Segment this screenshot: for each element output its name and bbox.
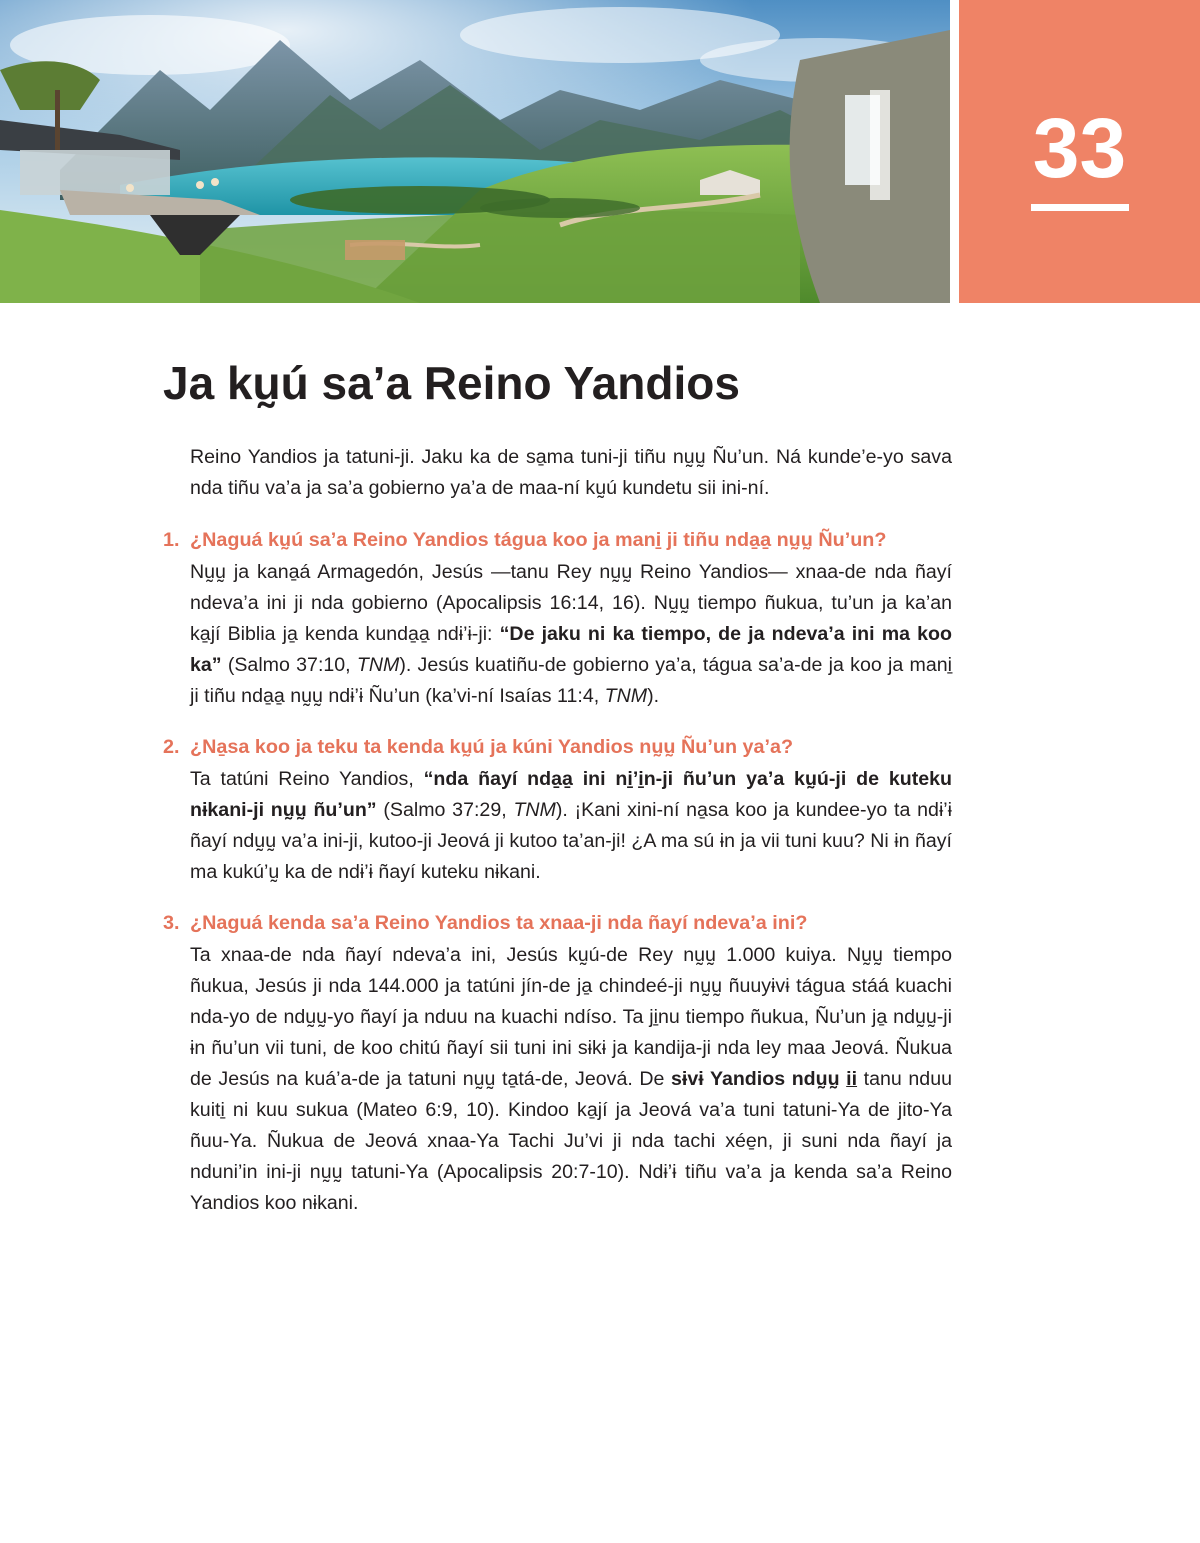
hero-landscape-image (0, 0, 950, 303)
answer-text-segment: (Salmo 37:10, (221, 654, 357, 676)
answer-text-segment: ii (846, 1068, 858, 1090)
page-title: Ja kṵú sa’a Reino Yandios (163, 357, 740, 409)
answer-text-segment: ). ¡Kani xini-ní na̱sa koo ja kundee-yo ta ndɨ’ɨ ñayí ndṵṵ va’a ini-ji, kutoo-ji Jeová ji kutoo ta’an-ji! ¿A ma sú ɨn ja vii tuni kuu? Ni ɨn ñayí ma kukú’ṵ ka de ndɨ’ɨ ñayí kuteku nɨkani. (190, 799, 952, 883)
answer-text-segment: tanu nduu kuiti̱ ni kuu sukua (Mateo 6:9, 10). Kindoo ka̱jí ja Jeová va’a tuni tatuni-Ya de jito-Ya ñuu-Ya. Ñukua de Jeová xnaa-Ya Tachi Ju’vi ji nda tachi xée̱n, ji suni nda ñayí ja nduni’in ini-ji nṵṵ tatuni-Ya (Apocalipsis 20:7-10). Ndɨ’ɨ tiñu va’a ja kenda sa’a Reino Yandios koo nɨkani. (190, 1068, 952, 1214)
answer-text-segment: TNM (356, 654, 400, 676)
question-number: 1. (163, 529, 180, 551)
question-1 (163, 525, 952, 555)
question-3 (163, 908, 952, 938)
question-2 (163, 732, 952, 762)
answer-text-segment: ). Jesús kuatiñu-de gobierno ya’a, tágua sa’a-de ja koo ja mani̱ ji tiñu nda̱a̱ nṵṵ ndɨ’ɨ Ñu’un (ka’vi-ní Isaías 11:4, (190, 654, 952, 707)
answer-text-segment: sɨvɨ Yandios ndṵṵ (671, 1068, 847, 1090)
answer-2 (190, 764, 952, 888)
lesson-number: 33 (1032, 101, 1127, 195)
answer-text-segment: Nṵṵ ja kana̱á Armagedón, Jesús —tanu Rey nṵṵ Reino Yandios— xnaa-de nda ñayí ndeva’a ini ji nda gobierno (Apocalipsis 16:14, 16). Nṵṵ tiempo ñukua, tu’un ja ka’an ka̱jí Biblia ja̱ kenda kunda̱a̱ ndɨ’ɨ-ji: (190, 561, 952, 645)
question-title: ¿Naguá kṵú sa’a Reino Yandios tágua koo ja mani̱ ji tiñu nda̱a̱ nṵṵ Ñu’un? (190, 529, 887, 551)
answer-text-segment: Ta tatúni Reino Yandios, (190, 768, 424, 790)
intro-paragraph: Reino Yandios ja tatuni-ji. Jaku ka de sa̱ma tuni-ji tiñu nṵṵ Ñu’un. Ná kunde’e-yo sava nda tiñu va’a ja sa’a gobierno ya’a de maa-ní kṵú kundetu sii ini-ní. (190, 446, 952, 499)
answer-text-segment: Ta xnaa-de nda ñayí ndeva’a ini, Jesús kṵú-de Rey nṵṵ 1.000 kuiya. Nṵṵ tiempo ñukua, Jesús ji nda 144.000 ja tatúni jín-de ja̱ chindeé-ji nṵṵ ñuuyɨvɨ tágua stáá kuachi nda-yo de ndṵṵ-yo ñayí ja nduu na kuachi ndíso. Ta ji̱nu tiempo ñukua, Ñu’un ja̱ ndṵṵ-ji ɨn ñu’un vii tuni, de koo chitú ñayí sii tuni ini sɨkɨ ja kandija-ji nda ley maa Jeová. Ñukua de Jesús na kuá’a-de ja tatuni nṵṵ ta̱tá-de, Jeová. De (190, 944, 952, 1090)
badge-underline (1031, 204, 1129, 211)
answer-text-segment: “De jaku ni ka tiempo, de ja ndeva’a ini ma koo ka” (190, 623, 952, 676)
lesson-content (163, 442, 952, 1239)
answer-text-segment: TNM (513, 799, 556, 821)
lesson-number-badge (959, 0, 1200, 303)
answer-text-segment: “nda ñayí nda̱a̱ ini ni̱’i̱n-ji ñu’un ya’a kṵú-ji de kuteku nɨkani-ji nṵṵ ñu’un” (190, 768, 952, 821)
answer-text-segment: (Salmo 37:29, (376, 799, 514, 821)
question-title: ¿Naguá kenda sa’a Reino Yandios ta xnaa-ji nda ñayí ndeva’a ini? (190, 912, 808, 934)
question-number: 2. (163, 736, 180, 758)
answer-1 (190, 557, 952, 712)
question-title: ¿Na̱sa koo ja teku ta kenda kṵú ja kúni Yandios nṵṵ Ñu’un ya’a? (190, 736, 794, 758)
landscape-illustration (0, 0, 950, 303)
answer-text-segment: ). (647, 685, 660, 707)
answer-3 (190, 940, 952, 1219)
question-number: 3. (163, 912, 180, 934)
answer-text-segment: TNM (604, 685, 648, 707)
